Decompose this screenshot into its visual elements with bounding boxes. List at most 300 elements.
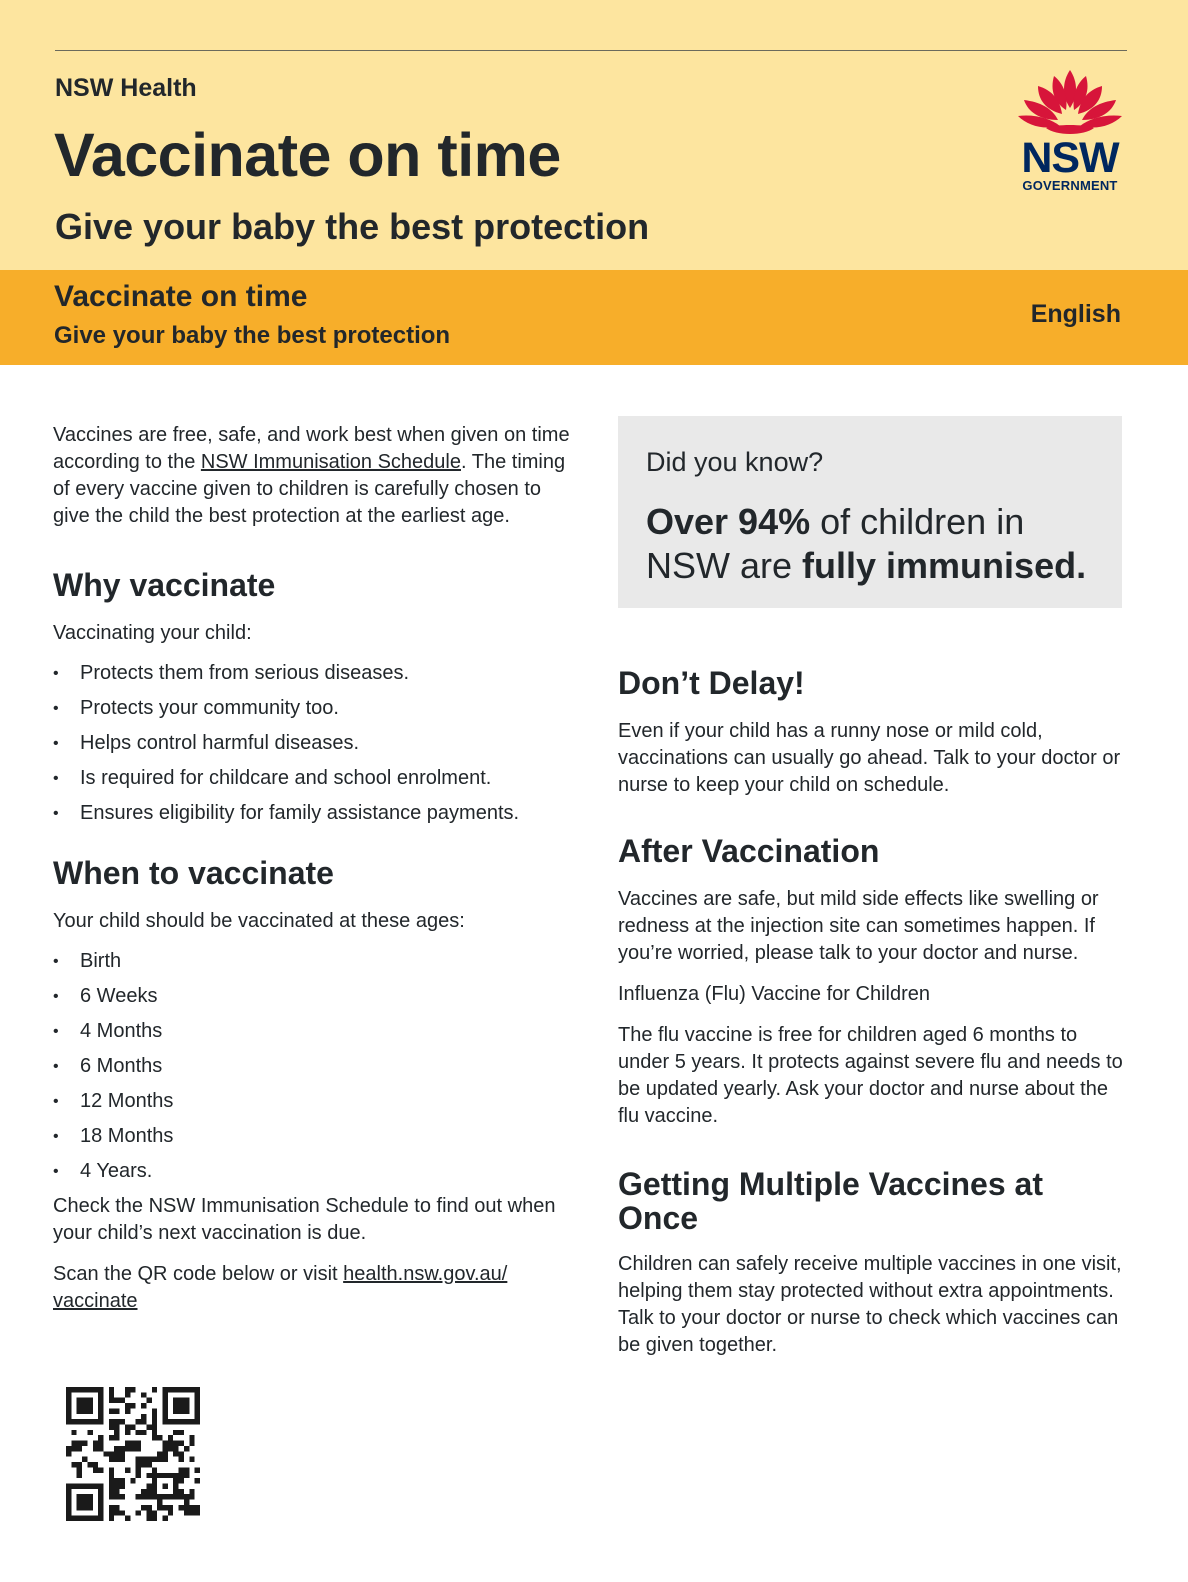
- qr-module: [179, 1403, 184, 1408]
- qr-module: [184, 1403, 189, 1408]
- qr-module: [77, 1403, 82, 1408]
- qr-module: [189, 1494, 194, 1499]
- list-item: • Protects them from serious diseases.: [53, 660, 583, 687]
- qr-module: [189, 1387, 194, 1392]
- qr-module: [66, 1505, 71, 1510]
- qr-module: [66, 1510, 71, 1515]
- stat-emphasis: fully immunised.: [802, 545, 1087, 586]
- qr-module: [66, 1419, 71, 1424]
- qr-module: [157, 1457, 162, 1462]
- qr-module: [66, 1451, 71, 1456]
- qr-module: [146, 1510, 151, 1515]
- intro-text: Vaccines are free, safe, and work best when given on time according to the: [53, 424, 570, 473]
- qr-module: [120, 1398, 125, 1403]
- qr-module: [146, 1457, 151, 1462]
- qr-module: [66, 1398, 71, 1403]
- qr-module: [146, 1462, 151, 1467]
- list-item: • 6 Weeks: [53, 983, 583, 1010]
- qr-module: [109, 1387, 114, 1392]
- qr-module: [66, 1500, 71, 1505]
- qr-module: [87, 1387, 92, 1392]
- qr-module: [141, 1392, 146, 1397]
- qr-module: [125, 1403, 130, 1408]
- qr-module: [93, 1419, 98, 1424]
- qr-module: [66, 1408, 71, 1413]
- qr-module: [98, 1398, 103, 1403]
- qr-module: [168, 1387, 173, 1392]
- qr-module: [120, 1510, 125, 1515]
- qr-module: [195, 1510, 200, 1515]
- qr-module: [114, 1489, 119, 1494]
- qr-module: [184, 1500, 189, 1505]
- qr-module: [87, 1494, 92, 1499]
- page-title: Vaccinate on time: [54, 121, 561, 189]
- qr-module: [71, 1462, 76, 1467]
- qr-module: [184, 1419, 189, 1424]
- qr-module: [173, 1473, 178, 1478]
- qr-module: [195, 1398, 200, 1403]
- multiple-vaccines-text: Children can safely receive multiple vaccines in one visit, helping them stay protected without extra appointments. Talk to your doctor or nurse to check which vaccines can be given together.: [618, 1253, 1122, 1356]
- stat-text: of children in NSW are: [646, 501, 1025, 586]
- qr-module: [130, 1403, 135, 1408]
- qr-module: [146, 1425, 151, 1430]
- callout-statistic: [646, 500, 1094, 588]
- qr-module: [114, 1430, 119, 1435]
- qr-module: [109, 1435, 114, 1440]
- qr-module: [66, 1494, 71, 1499]
- qr-module: [125, 1408, 130, 1413]
- qr-module: [179, 1387, 184, 1392]
- qr-module: [195, 1478, 200, 1483]
- qr-module: [168, 1446, 173, 1451]
- qr-module: [184, 1446, 189, 1451]
- qr-module: [77, 1516, 82, 1521]
- ages-list: [53, 948, 583, 1185]
- why-list: [53, 660, 583, 827]
- qr-module: [87, 1483, 92, 1488]
- qr-module: [141, 1419, 146, 1424]
- scan-paragraph: [53, 1261, 583, 1315]
- qr-module: [93, 1516, 98, 1521]
- qr-module: [195, 1403, 200, 1408]
- qr-module: [168, 1510, 173, 1515]
- qr-module: [130, 1387, 135, 1392]
- qr-module: [136, 1446, 141, 1451]
- qr-module: [162, 1387, 167, 1392]
- qr-module: [168, 1435, 173, 1440]
- qr-module: [157, 1494, 162, 1499]
- qr-module: [179, 1408, 184, 1413]
- qr-module: [179, 1505, 184, 1510]
- qr-module: [162, 1419, 167, 1424]
- qr-module: [146, 1516, 151, 1521]
- qr-module: [98, 1505, 103, 1510]
- qr-module: [114, 1478, 119, 1483]
- qr-module: [120, 1478, 125, 1483]
- band-title: Vaccinate on time: [54, 280, 308, 313]
- qr-module: [157, 1473, 162, 1478]
- intro-text-end: . The timing of every vaccine given to children is carefully chosen to give the child the best protection at the earliest age.: [53, 451, 566, 527]
- org-name: NSW Health: [55, 74, 197, 102]
- qr-module: [162, 1414, 167, 1419]
- qr-module: [173, 1483, 178, 1488]
- qr-module: [179, 1457, 184, 1462]
- qr-module: [162, 1392, 167, 1397]
- left-column: [53, 422, 583, 1315]
- list-item: • Protects your community too.: [53, 695, 583, 722]
- qr-module: [141, 1403, 146, 1408]
- qr-module: [98, 1387, 103, 1392]
- qr-module: [173, 1408, 178, 1413]
- vaccinate-website-link[interactable]: health.nsw.gov.au/: [343, 1263, 508, 1285]
- qr-module: [162, 1494, 167, 1499]
- qr-module: [109, 1483, 114, 1488]
- qr-module: [152, 1414, 157, 1419]
- qr-module: [162, 1483, 167, 1488]
- qr-module: [109, 1505, 114, 1510]
- vaccinate-website-link-cont[interactable]: vaccinate: [53, 1290, 138, 1312]
- after-vaccination-heading: After Vaccination: [618, 833, 880, 869]
- qr-module: [93, 1467, 98, 1472]
- qr-module: [136, 1494, 141, 1499]
- qr-module: [120, 1483, 125, 1488]
- list-item: • 4 Months: [53, 1018, 583, 1045]
- qr-module: [66, 1516, 71, 1521]
- qr-module: [136, 1510, 141, 1515]
- qr-module: [136, 1473, 141, 1478]
- qr-module: [146, 1473, 151, 1478]
- logo-nsw-text: NSW: [1021, 134, 1119, 182]
- qr-module: [109, 1419, 114, 1424]
- multiple-vaccines-heading: Getting Multiple Vaccines at Once: [618, 1166, 1043, 1236]
- band-subtitle: Give your baby the best protection: [54, 322, 451, 349]
- qr-module: [157, 1505, 162, 1510]
- qr-module: [77, 1408, 82, 1413]
- qr-module: [77, 1387, 82, 1392]
- qr-module: [98, 1435, 103, 1440]
- qr-module: [114, 1408, 119, 1413]
- qr-module: [82, 1403, 87, 1408]
- qr-module: [66, 1446, 71, 1451]
- qr-module: [109, 1489, 114, 1494]
- qr-module: [146, 1505, 151, 1510]
- qr-module: [168, 1441, 173, 1446]
- qr-module: [77, 1419, 82, 1424]
- qr-module: [109, 1494, 114, 1499]
- qr-module: [98, 1419, 103, 1424]
- qr-module: [173, 1489, 178, 1494]
- qr-module: [184, 1494, 189, 1499]
- flu-vaccine-text: The flu vaccine is free for children aged 6 months to under 5 years. It protects against severe flu and needs to be updated yearly. Ask your doctor and nurse about the flu vaccine.: [618, 1024, 1123, 1127]
- qr-module: [109, 1398, 114, 1403]
- qr-module: [162, 1403, 167, 1408]
- qr-module: [141, 1430, 146, 1435]
- qr-module: [162, 1398, 167, 1403]
- qr-module: [66, 1414, 71, 1419]
- qr-module: [184, 1398, 189, 1403]
- list-item: • 4 Years.: [53, 1158, 583, 1185]
- qr-module: [82, 1441, 87, 1446]
- qr-module: [130, 1441, 135, 1446]
- qr-module: [77, 1398, 82, 1403]
- qr-module: [152, 1467, 157, 1472]
- qr-module: [184, 1505, 189, 1510]
- qr-module: [179, 1473, 184, 1478]
- qr-module: [173, 1419, 178, 1424]
- qr-module: [173, 1446, 178, 1451]
- qr-module: [77, 1494, 82, 1499]
- qr-module: [136, 1457, 141, 1462]
- qr-module: [179, 1489, 184, 1494]
- qr-module: [98, 1494, 103, 1499]
- qr-module: [114, 1483, 119, 1488]
- qr-module: [173, 1478, 178, 1483]
- qr-module: [77, 1500, 82, 1505]
- qr-module: [109, 1451, 114, 1456]
- list-item: • 18 Months: [53, 1123, 583, 1150]
- qr-module: [146, 1483, 151, 1488]
- qr-module: [93, 1462, 98, 1467]
- qr-module: [125, 1387, 130, 1392]
- qr-module: [98, 1403, 103, 1408]
- qr-module: [77, 1462, 82, 1467]
- qr-module: [77, 1446, 82, 1451]
- dont-delay-heading: Don’t Delay!: [618, 665, 805, 701]
- list-item: • 6 Months: [53, 1053, 583, 1080]
- qr-module: [136, 1430, 141, 1435]
- qr-module: [109, 1408, 114, 1413]
- qr-module: [125, 1425, 130, 1430]
- qr-module: [109, 1478, 114, 1483]
- qr-module: [71, 1419, 76, 1424]
- qr-code[interactable]: [66, 1387, 200, 1521]
- qr-module: [189, 1419, 194, 1424]
- qr-module: [98, 1441, 103, 1446]
- qr-module: [82, 1494, 87, 1499]
- qr-module: [130, 1478, 135, 1483]
- qr-module: [152, 1430, 157, 1435]
- qr-module: [82, 1387, 87, 1392]
- qr-module: [98, 1446, 103, 1451]
- callout-question: Did you know?: [646, 447, 824, 477]
- qr-module: [162, 1451, 167, 1456]
- qr-module: [152, 1478, 157, 1483]
- right-column: [618, 416, 1128, 1359]
- qr-module: [179, 1478, 184, 1483]
- qr-module: [114, 1425, 119, 1430]
- immunisation-schedule-link[interactable]: NSW Immunisation Schedule: [200, 451, 461, 473]
- qr-module: [114, 1494, 119, 1499]
- qr-module: [141, 1489, 146, 1494]
- intro-paragraph: [53, 422, 583, 530]
- qr-module: [173, 1451, 178, 1456]
- qr-module: [98, 1483, 103, 1488]
- qr-module: [184, 1510, 189, 1515]
- qr-module: [77, 1505, 82, 1510]
- qr-module: [162, 1408, 167, 1413]
- qr-module: [189, 1441, 194, 1446]
- qr-module: [125, 1430, 130, 1435]
- qr-module: [189, 1435, 194, 1440]
- qr-module: [146, 1489, 151, 1494]
- qr-module: [77, 1441, 82, 1446]
- qr-module: [109, 1457, 114, 1462]
- qr-module: [184, 1387, 189, 1392]
- qr-module: [98, 1414, 103, 1419]
- qr-module: [152, 1473, 157, 1478]
- qr-module: [98, 1516, 103, 1521]
- qr-module: [109, 1510, 114, 1515]
- qr-module: [179, 1467, 184, 1472]
- qr-module: [152, 1457, 157, 1462]
- qr-module: [120, 1494, 125, 1499]
- qr-module: [152, 1425, 157, 1430]
- qr-module: [87, 1505, 92, 1510]
- qr-module: [179, 1494, 184, 1499]
- qr-module: [157, 1500, 162, 1505]
- qr-module: [152, 1489, 157, 1494]
- after-vaccination-text: Vaccines are safe, but mild side effects like swelling or redness at the injection site can sometimes happen. If you’re worried, please talk to your doctor and nurse.: [618, 888, 1099, 964]
- qr-module: [109, 1473, 114, 1478]
- qr-module: [87, 1462, 92, 1467]
- qr-module: [125, 1441, 130, 1446]
- qr-module: [141, 1414, 146, 1419]
- qr-module: [152, 1387, 157, 1392]
- qr-module: [173, 1441, 178, 1446]
- qr-module: [162, 1516, 167, 1521]
- qr-module: [173, 1387, 178, 1392]
- qr-module: [82, 1398, 87, 1403]
- qr-module: [66, 1483, 71, 1488]
- qr-module: [71, 1446, 76, 1451]
- qr-module: [179, 1451, 184, 1456]
- qr-module: [168, 1494, 173, 1499]
- when-lead: Your child should be vaccinated at these ages:: [53, 910, 465, 932]
- list-item: • Helps control harmful diseases.: [53, 730, 583, 757]
- qr-module: [179, 1430, 184, 1435]
- qr-module: [141, 1505, 146, 1510]
- qr-module: [77, 1473, 82, 1478]
- qr-module: [136, 1467, 141, 1472]
- qr-module: [114, 1510, 119, 1515]
- qr-module: [168, 1473, 173, 1478]
- list-item: • Ensures eligibility for family assistance payments.: [53, 800, 583, 827]
- qr-module: [173, 1398, 178, 1403]
- qr-module: [141, 1494, 146, 1499]
- qr-module: [82, 1500, 87, 1505]
- qr-module: [152, 1435, 157, 1440]
- qr-module: [114, 1446, 119, 1451]
- nsw-government-logo: [1010, 66, 1130, 196]
- qr-module: [184, 1467, 189, 1472]
- list-item: • Birth: [53, 948, 583, 975]
- qr-module: [87, 1516, 92, 1521]
- qr-module: [168, 1419, 173, 1424]
- stat-percentage: Over 94%: [646, 501, 811, 542]
- scan-text: Scan the QR code below or visit: [53, 1263, 344, 1285]
- qr-module: [157, 1451, 162, 1456]
- qr-module: [195, 1419, 200, 1424]
- qr-module: [114, 1457, 119, 1462]
- qr-module: [98, 1510, 103, 1515]
- flu-vaccine-title: Influenza (Flu) Vaccine for Children: [618, 983, 930, 1005]
- qr-module: [109, 1516, 114, 1521]
- qr-module: [98, 1392, 103, 1397]
- qr-module: [195, 1392, 200, 1397]
- dont-delay-text: Even if your child has a runny nose or mild cold, vaccinations can usually go ahead. Talk to your doctor or nurse to keep your child on schedule.: [618, 720, 1121, 796]
- language-label: English: [1030, 300, 1121, 328]
- qr-module: [173, 1494, 178, 1499]
- qr-module: [66, 1403, 71, 1408]
- qr-module: [141, 1462, 146, 1467]
- qr-module: [125, 1467, 130, 1472]
- qr-module: [146, 1494, 151, 1499]
- header-rule: [55, 50, 1127, 51]
- qr-module: [179, 1398, 184, 1403]
- qr-module: [87, 1419, 92, 1424]
- qr-module: [87, 1398, 92, 1403]
- qr-module: [120, 1446, 125, 1451]
- why-heading: Why vaccinate: [53, 567, 276, 603]
- qr-module: [146, 1398, 151, 1403]
- qr-module: [136, 1419, 141, 1424]
- when-heading: When to vaccinate: [53, 855, 334, 891]
- qr-module: [152, 1483, 157, 1488]
- qr-module: [136, 1462, 141, 1467]
- qr-module: [82, 1419, 87, 1424]
- qr-module: [114, 1419, 119, 1424]
- qr-module: [195, 1387, 200, 1392]
- qr-module: [87, 1430, 92, 1435]
- qr-module: [152, 1510, 157, 1515]
- qr-module: [120, 1457, 125, 1462]
- qr-module: [152, 1494, 157, 1499]
- qr-module: [162, 1505, 167, 1510]
- qr-module: [114, 1398, 119, 1403]
- qr-module: [66, 1387, 71, 1392]
- qr-module: [173, 1403, 178, 1408]
- qr-module: [173, 1430, 178, 1435]
- qr-module: [104, 1451, 109, 1456]
- qr-module: [98, 1467, 103, 1472]
- qr-module: [66, 1392, 71, 1397]
- qr-module: [152, 1419, 157, 1424]
- qr-module: [82, 1516, 87, 1521]
- waratah-flower-icon: [1010, 66, 1130, 138]
- qr-module: [179, 1441, 184, 1446]
- qr-module: [195, 1505, 200, 1510]
- qr-module: [125, 1392, 130, 1397]
- qr-module: [162, 1457, 167, 1462]
- qr-module: [136, 1441, 141, 1446]
- qr-module: [195, 1414, 200, 1419]
- why-lead: Vaccinating your child:: [53, 622, 252, 644]
- qr-module: [98, 1500, 103, 1505]
- qr-module: [87, 1408, 92, 1413]
- page-subtitle: Give your baby the best protection: [55, 206, 650, 247]
- qr-module: [71, 1387, 76, 1392]
- qr-module: [152, 1516, 157, 1521]
- qr-module: [125, 1446, 130, 1451]
- list-item: • 12 Months: [53, 1088, 583, 1115]
- qr-module: [71, 1441, 76, 1446]
- qr-module: [125, 1516, 130, 1521]
- qr-module: [93, 1483, 98, 1488]
- qr-module: [82, 1457, 87, 1462]
- qr-module: [109, 1392, 114, 1397]
- qr-module: [179, 1419, 184, 1424]
- qr-module: [189, 1505, 194, 1510]
